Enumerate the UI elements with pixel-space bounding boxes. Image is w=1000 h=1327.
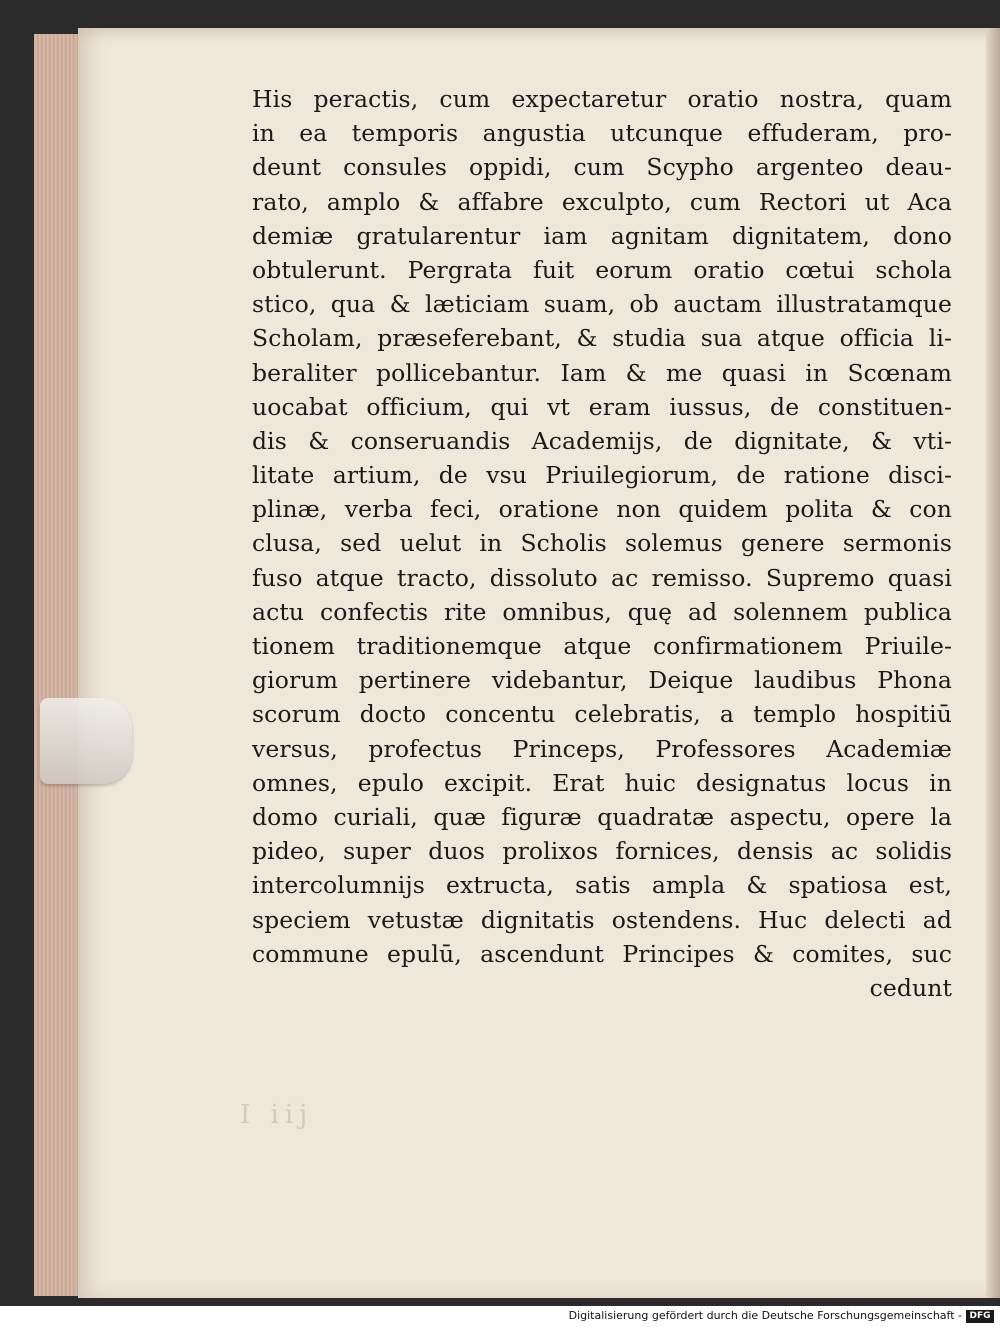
- footer-bar: [0, 1306, 1000, 1327]
- text-line: stico, qua & læticiam suam, ob auctam illustratamque: [252, 290, 952, 319]
- text-line: pideo, super duos prolixos fornices, densis ac solidis: [252, 837, 952, 866]
- text-line: domo curiali, quæ figuræ quadratæ aspectu, opere la: [252, 802, 952, 831]
- signature-mark: I iij: [240, 1100, 314, 1130]
- dfg-logo-icon: DFG: [966, 1310, 994, 1323]
- page-edge-stack: [34, 34, 84, 1296]
- text-line: commune epulū, ascendunt Principes & comites, suc: [252, 939, 952, 968]
- text-line: demiæ gratularentur iam agnitam dignitatem, dono: [252, 221, 952, 250]
- text-line: giorum pertinere videbantur, Deique laudibus Phona: [252, 666, 952, 695]
- text-line: omnes, epulo excipit. Erat huic designatus locus in: [252, 768, 952, 797]
- text-line: scorum docto concentu celebratis, a templo hospitiū: [252, 700, 952, 729]
- text-line: fuso atque tracto, dissoluto ac remisso. Supremo quasi: [252, 563, 952, 592]
- text-line: clusa, sed uelut in Scholis solemus genere sermonis: [252, 529, 952, 558]
- text-line: His peractis, cum expectaretur oratio nostra, quam: [252, 85, 952, 113]
- text-line: Scholam, præseferebant, & studia sua atque officia li-: [252, 324, 952, 353]
- page-gutter-shadow: [986, 28, 1000, 1298]
- page-clip-icon: [40, 698, 132, 784]
- text-line: intercolumnijs extructa, satis ampla & spatiosa est,: [252, 871, 952, 900]
- catchword: cedunt: [869, 973, 952, 1002]
- body-text: [252, 82, 952, 1005]
- text-line: actu confectis rite omnibus, quę ad solennem publica: [252, 597, 952, 626]
- text-line: rato, amplo & affabre exculpto, cum Rectori ut Aca: [252, 187, 952, 216]
- footer-credit: Digitalisierung gefördert durch die Deutsche Forschungsgemeinschaft -: [568, 1309, 962, 1322]
- text-line: versus, profectus Princeps, Professores Academiæ: [252, 734, 952, 763]
- text-line: dis & conseruandis Academijs, de dignitate, & vti-: [252, 426, 952, 455]
- text-line: beraliter pollicebantur. Iam & me quasi in Scœnam: [252, 358, 952, 387]
- text-line: in ea temporis angustia utcunque effuderam, pro-: [252, 119, 952, 148]
- text-line: speciem vetustæ dignitatis ostendens. Huc delecti ad: [252, 905, 952, 934]
- text-line: plinæ, verba feci, oratione non quidem polita & con: [252, 495, 952, 524]
- text-line: uocabat officium, qui vt eram iussus, de constituen-: [252, 392, 952, 421]
- text-line: litate artium, de vsu Priuilegiorum, de ratione disci-: [252, 461, 952, 490]
- text-line: deunt consules oppidi, cum Scypho argenteo deau-: [252, 153, 952, 182]
- text-line: obtulerunt. Pergrata fuit eorum oratio cœtui schola: [252, 255, 952, 284]
- text-line: tionem traditionemque atque confirmationem Priuile-: [252, 632, 952, 660]
